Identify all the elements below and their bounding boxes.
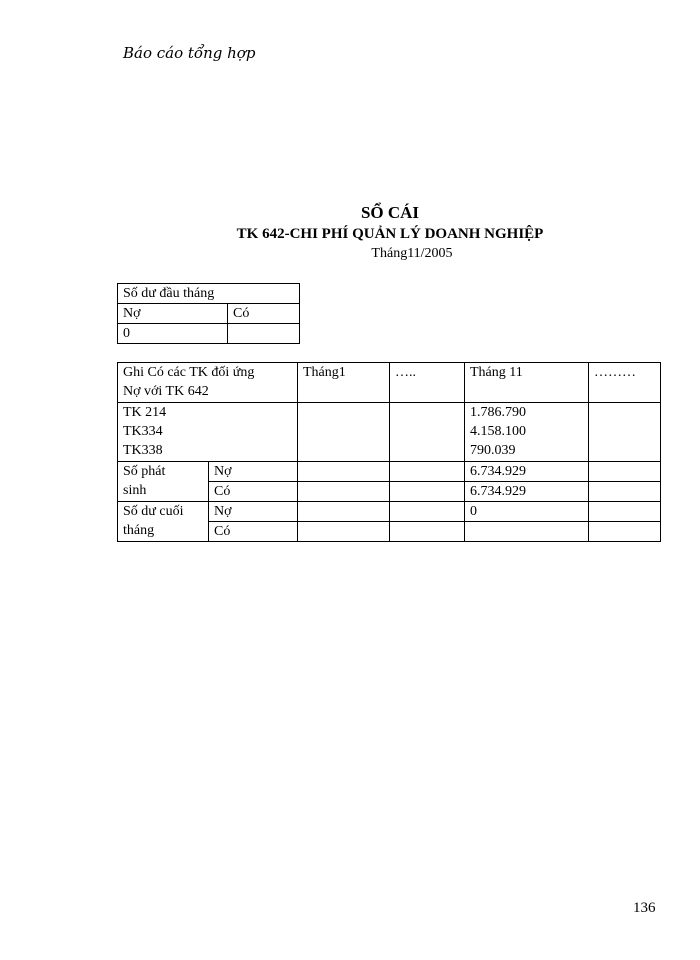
table-row bbox=[118, 502, 661, 522]
header-month11: Tháng 11 bbox=[465, 363, 589, 403]
closing-credit-label: Có bbox=[209, 522, 298, 542]
ledger-title: SỔ CÁI bbox=[360, 203, 420, 222]
opening-balance-label: Số dư đầu tháng bbox=[118, 284, 300, 304]
opening-credit-label: Có bbox=[228, 304, 300, 324]
opening-balance-table bbox=[117, 283, 300, 344]
empty-cell bbox=[298, 502, 390, 522]
header-dots2: ……… bbox=[589, 363, 661, 403]
arising-label-line1: Số phát bbox=[123, 464, 166, 479]
arising-label bbox=[118, 462, 209, 502]
closing-debit-value: 0 bbox=[465, 502, 589, 522]
empty-cell bbox=[390, 502, 465, 522]
closing-label bbox=[118, 502, 209, 542]
empty-cell bbox=[589, 462, 661, 482]
arising-label-line2: sinh bbox=[123, 483, 147, 498]
empty-cell bbox=[390, 462, 465, 482]
account-value: 790.039 bbox=[470, 443, 516, 458]
opening-credit-value bbox=[228, 324, 300, 344]
account-values bbox=[465, 403, 589, 462]
page-number: 136 bbox=[633, 900, 656, 916]
account-name: TK 214 bbox=[123, 405, 167, 420]
ledger-table bbox=[117, 362, 661, 542]
header-month1: Tháng1 bbox=[298, 363, 390, 403]
empty-cell bbox=[589, 403, 661, 462]
closing-debit-label: Nợ bbox=[209, 502, 298, 522]
arising-debit-label: Nợ bbox=[209, 462, 298, 482]
empty-cell bbox=[589, 482, 661, 502]
empty-cell bbox=[298, 522, 390, 542]
header-dots1: ….. bbox=[390, 363, 465, 403]
ledger-period: Tháng11/2005 bbox=[371, 246, 453, 261]
empty-cell bbox=[390, 482, 465, 502]
closing-label-line2: tháng bbox=[123, 523, 155, 538]
account-value: 4.158.100 bbox=[470, 424, 526, 439]
empty-cell bbox=[298, 462, 390, 482]
header-account-line2: Nợ với TK 642 bbox=[123, 384, 209, 399]
arising-credit-value: 6.734.929 bbox=[465, 482, 589, 502]
empty-cell bbox=[390, 522, 465, 542]
empty-cell bbox=[589, 502, 661, 522]
empty-cell bbox=[589, 522, 661, 542]
opening-debit-label: Nợ bbox=[118, 304, 228, 324]
header-note: Báo cáo tổng hợp bbox=[123, 44, 256, 62]
header-account-cell bbox=[118, 363, 298, 403]
account-name: TK334 bbox=[123, 424, 163, 439]
opening-debit-value: 0 bbox=[118, 324, 228, 344]
account-name: TK338 bbox=[123, 443, 163, 458]
table-row bbox=[118, 403, 661, 462]
empty-cell bbox=[298, 482, 390, 502]
table-header-row bbox=[118, 363, 661, 403]
arising-credit-label: Có bbox=[209, 482, 298, 502]
account-value: 1.786.790 bbox=[470, 405, 526, 420]
closing-credit-value bbox=[465, 522, 589, 542]
closing-label-line1: Số dư cuối bbox=[123, 504, 184, 519]
table-row bbox=[118, 462, 661, 482]
ledger-subtitle: TK 642-CHI PHÍ QUẢN LÝ DOANH NGHIỆP bbox=[236, 226, 544, 242]
empty-cell bbox=[298, 403, 390, 462]
empty-cell bbox=[390, 403, 465, 462]
header-account-line1: Ghi Có các TK đối ứng bbox=[123, 365, 255, 380]
arising-debit-value: 6.734.929 bbox=[465, 462, 589, 482]
account-list bbox=[118, 403, 298, 462]
